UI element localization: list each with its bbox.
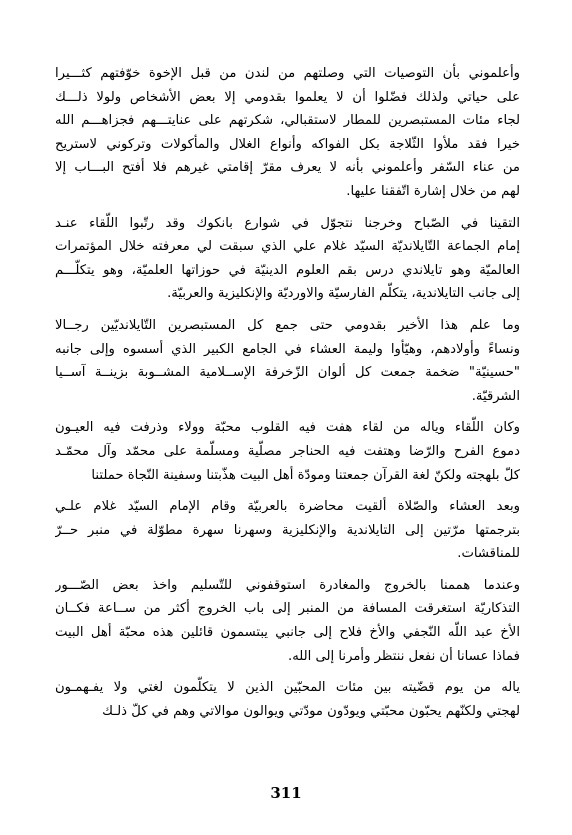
text-line: "حسينيّة" ضخمة جمعت كل ألوان الزّخرفة الإســلامية المشــوبة بزينــة آســيا <box>55 365 520 381</box>
text-line: وبعد العشاء والصّلاة ألقيت محاضرة بالعربيّة وقام الإمام السيّد غلام علـي <box>55 499 520 515</box>
page-number: 311 <box>270 784 302 802</box>
paragraph <box>55 676 520 723</box>
text-line: الأخ عبد اللّه النّجفي والأخ فلاح إلى جانبي يبتسمون قائلين هذه محبّة أهل البيت <box>55 625 520 641</box>
text-line: التذكاريّة استغرقت المسافة من المنبر إلى باب الخروج أكثر من ســاعة فكــان <box>55 601 520 617</box>
text-line: إلى جانب التايلاندية، يتكلّم الفارسيّة والاورديّة والإنكليزية والعربيّة. <box>167 286 520 302</box>
paragraph <box>55 212 520 306</box>
text-line: بترجمتها مرّتين إلى التايلاندية والإنكليزية وسهرنا سهرة مطوّلة في منبر حــرّ <box>55 522 520 538</box>
text-line: من عناء السّفر وأعلموني بأنه لا يعرف مقرّ إقامتي غيرهم فلا أفتح البـــاب إلا <box>55 160 520 176</box>
text-line: لجاء مئات المستبصرين للمطار لاستقبالي، شكرتهم على عنايتـــهم فجزاهـــم الله <box>55 113 520 129</box>
text-line: العالميّة وهو تايلاندي درس بقم العلوم الدينيّة في حوزاتها العلميّة، وهو يتكلّـــم <box>55 262 520 278</box>
text-line: وما علم هذا الأخير بقدومي حتى جمع كل المستبصرين التّايلانديّين رجــالا <box>55 317 520 333</box>
text-line: دموع الفرح والرّضا وهتفت فيه الحناجر مصلّية ومسلّمة على محمّد وآل محمّـد <box>55 443 520 459</box>
text-line: لهم من خلال إشارة اتّفقنا عليها. <box>346 183 520 199</box>
paragraph <box>55 574 520 668</box>
text-line: الشرقيّة. <box>471 388 520 404</box>
text-line: ونساءً وأولادهم، وهيّأوا وليمة العشاء في الجامع الكبير الذي أسسوه وإلى جانبه <box>55 341 520 357</box>
text-line: التقينا في الصّباح وخرجنا نتجوّل في شوارع بانكوك وقد رتّبوا اللّقاء عنـد <box>55 215 520 231</box>
text-line: فماذا عسانا أن نفعل ننتظر وأمرنا إلى الله. <box>288 648 520 664</box>
paragraph <box>55 495 520 566</box>
text-line: إمام الجماعة التّايلانديّة السيّد غلام علي الذي سبقت لي معرفته خلال المؤتمرات <box>55 239 520 255</box>
paragraph <box>55 416 520 487</box>
text-line: وكان اللّقاء وياله من لقاء هفت فيه القلوب محبّة وولاء وذرفت فيه العيـون <box>55 420 520 436</box>
paragraph <box>55 62 520 204</box>
text-line: خيرا فقد ملأوا الثّلاجة بكل الفواكه وأنواع الغلال والمأكولات وتركوني لاستريح <box>55 136 520 152</box>
text-line: وعندما هممنا بالخروج والمغادرة استوقفوني للتّسليم واخذ بعض الصّـــور <box>55 577 520 593</box>
text-line: على حياتي ولذلك فضّلوا أن لا يعلموا بقدومي إلا بعض الأشخاص ولولا ذلـــك <box>55 89 520 105</box>
text-line: وأعلموني بأن التوصيات التي وصلتهم من لندن من قبل الإخوة خوّفتهم كثـــيرا <box>55 66 520 81</box>
paragraph <box>55 314 520 408</box>
text-line: ياله من يوم قضّيته بين مئات المحبّين الذين لا يتكلّمون لغتي ولا يفـهمـون <box>55 680 520 696</box>
text-line: لهجتي ولكنّهم يحبّون محبّتي ويودّون مودّتي ويوالون موالاتي وهم في كلّ ذلـك <box>102 703 520 719</box>
text-line: للمناقشات. <box>457 546 520 562</box>
body-text <box>55 62 520 731</box>
text-line: كلّ بلهجته ولكنّ لغة القرآن جمعتنا ومودّة أهل البيت هذّبتنا وسفينة النّجاة حملتنا <box>91 467 520 483</box>
